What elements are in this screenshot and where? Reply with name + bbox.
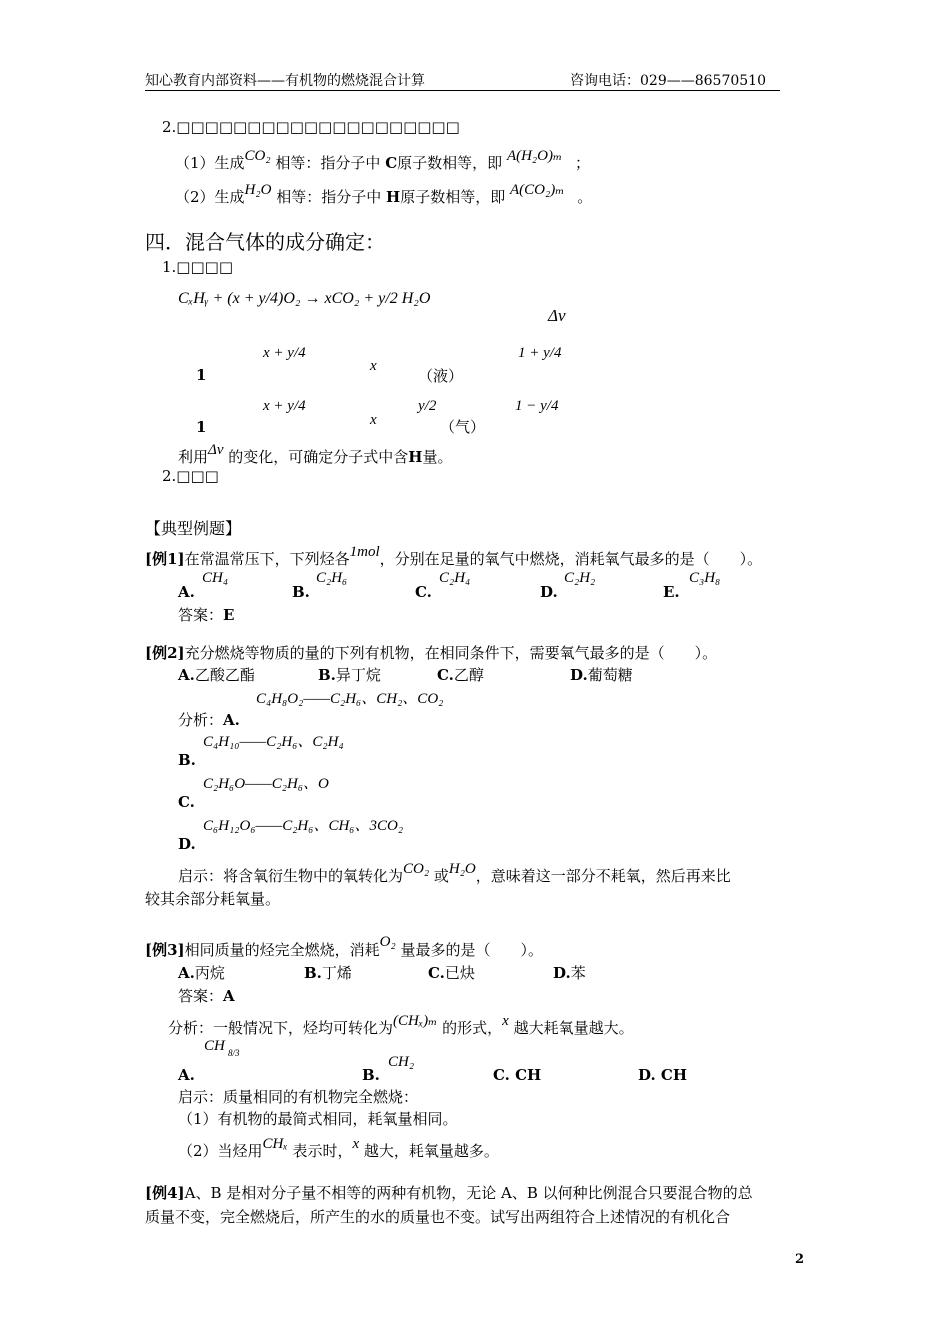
- ex3-question: [例3]相同质量的烃完全燃烧，消耗O₂ 量最多的是（ ）。: [145, 934, 544, 959]
- ex1-opt-c-label: C.: [415, 583, 432, 601]
- row2-c2: x: [370, 412, 377, 428]
- ex2-opt-b: B.异丁烷: [318, 666, 381, 684]
- ex3-opt-a: A.丙烷: [178, 964, 225, 982]
- delta-v-note: 利用Δv 的变化，可确定分子式中含H量。: [178, 442, 453, 466]
- delta-v-label: Δv: [548, 306, 566, 325]
- ex2-hint-line2: 较其余部分耗氧量。: [145, 890, 281, 908]
- ex3-choice-b-formula: CH₂: [388, 1054, 415, 1070]
- ex1-opt-a-formula: CH₄: [202, 570, 229, 586]
- page-number: 2: [795, 1252, 805, 1267]
- ex3-choice-c-label: C. CH: [493, 1066, 542, 1084]
- row1-c1: x + y/4: [263, 345, 306, 361]
- ex1-answer: 答案：E: [178, 606, 235, 624]
- ex1-opt-d-formula: C₂H₂: [564, 570, 596, 586]
- row1-lead: 1: [196, 366, 207, 384]
- ex3-hint-2: （2）当烃用CHₓ 表示时，x 越大，耗氧量越多。: [178, 1136, 499, 1160]
- ex1-opt-b-label: B.: [292, 583, 310, 601]
- ex2-opt-c: C.乙醇: [437, 666, 484, 684]
- item2-heading: 2.□□□□□□□□□□□□□□□□□□□□: [162, 118, 460, 136]
- ex4-line2: 质量不变，完全燃烧后，所产生的水的质量也不变。试写出两组符合上述情况的有机化合: [145, 1208, 731, 1226]
- ex3-choice-b-label: B.: [362, 1066, 380, 1084]
- ex3-hint-1: （1）有机物的最简式相同，耗氧量相同。: [178, 1110, 458, 1128]
- ex2-analysis-a-label: 分析：A.: [178, 711, 240, 729]
- ex1-opt-b-formula: C₂H₆: [316, 570, 348, 586]
- header-rule: [145, 90, 780, 91]
- row2-lead: 1: [196, 418, 207, 436]
- row2-c4: 1 − y/4: [515, 398, 559, 414]
- ex3-answer: 答案：A: [178, 987, 235, 1005]
- row1-c4: 1 + y/4: [518, 345, 562, 361]
- sec4-item2-heading: 2.□□□: [162, 467, 219, 485]
- ex3-hint-title: 启示：质量相同的有机物完全燃烧：: [178, 1088, 419, 1106]
- ex1-opt-c-formula: C₂H₄: [439, 570, 471, 586]
- ex1-opt-d-label: D.: [540, 583, 558, 601]
- row2-c3: y/2: [418, 398, 437, 414]
- co2-equal-line: （1）生成CO₂ 相等：指分子中 C原子数相等，即 A(H₂O)ₘ ；: [175, 148, 590, 172]
- sec4-item1-heading: 1.□□□□: [162, 258, 234, 276]
- ex2-opt-a: A.乙酸乙酯: [178, 666, 255, 684]
- ex3-choice-a-sub: 8/3: [228, 1048, 240, 1058]
- ex3-opt-d: D.苯: [553, 964, 586, 982]
- ex2-analysis-a-formula: C₄H₈O₂——C₂H₆、CH₂、CO₂: [256, 691, 444, 707]
- ex2-analysis-d-formula: C₆H₁₂O₆——C₂H₆、CH₆、3CO₂: [203, 818, 404, 834]
- ex2-question: [例2]充分燃烧等物质的量的下列有机物，在相同条件下，需要氧气最多的是（ ）。: [145, 644, 718, 662]
- ex2-analysis-b-formula: C₄H₁₀——C₂H₆、C₂H₄: [203, 734, 344, 750]
- ex2-analysis-c-label: C.: [178, 793, 195, 811]
- combustion-equation: CₓHᵧ + (x + y/4)O₂ → xCO₂ + y/2 H₂O: [178, 290, 431, 307]
- ex2-analysis-b-label: B.: [178, 751, 196, 769]
- ex3-choice-a-formula: CH: [204, 1038, 225, 1054]
- ex2-analysis-c-formula: C₂H₆O——C₂H₆、O: [203, 776, 329, 792]
- ex3-analysis: 分析：一般情况下，烃均可转化为(CHₓ)ₘ 的形式，x 越大耗氧量越大。: [168, 1013, 634, 1037]
- ex3-opt-b: B.丁烯: [304, 964, 352, 982]
- header-left: 知心教育内部资料——有机物的燃烧混合计算: [145, 73, 425, 89]
- row2-c1: x + y/4: [263, 398, 306, 414]
- ex1-opt-e-label: E.: [663, 583, 680, 601]
- examples-title: 【典型例题】: [145, 519, 242, 538]
- ex4-line1: [例4]A、B 是相对分子量不相等的两种有机物，无论 A、B 以何种比例混合只要混合物的总: [145, 1184, 753, 1202]
- h2o-equal-line: （2）生成H₂O 相等：指分子中 H原子数相等，即 A(CO₂)ₘ 。: [175, 182, 593, 206]
- header-right: 咨询电话：029——86570510: [570, 73, 766, 89]
- ex1-opt-a-label: A.: [178, 583, 195, 601]
- ex2-hint-line1: 启示：将含氧衍生物中的氧转化为CO₂ 或H₂O，意味着这一部分不耗氧，然后再来比: [178, 861, 731, 885]
- ex3-choice-a-label: A.: [178, 1066, 195, 1084]
- ex1-opt-e-formula: C₃H₈: [689, 570, 721, 586]
- row2-c3b: （气）: [440, 418, 486, 436]
- ex3-choice-d-label: D. CH: [638, 1066, 688, 1084]
- row1-c2: x: [370, 358, 377, 374]
- ex3-opt-c: C.已炔: [428, 964, 475, 982]
- ex2-opt-d: D.葡萄糖: [570, 666, 633, 684]
- ex1-question: [例1]在常温常压下，下列烃各1mol，分别在足量的氧气中燃烧，消耗氧气最多的是（ ）。: [145, 544, 763, 568]
- row1-c3: （液）: [418, 367, 464, 385]
- ex2-analysis-d-label: D.: [178, 835, 196, 853]
- section-4-title: 四．混合气体的成分确定：: [145, 230, 385, 254]
